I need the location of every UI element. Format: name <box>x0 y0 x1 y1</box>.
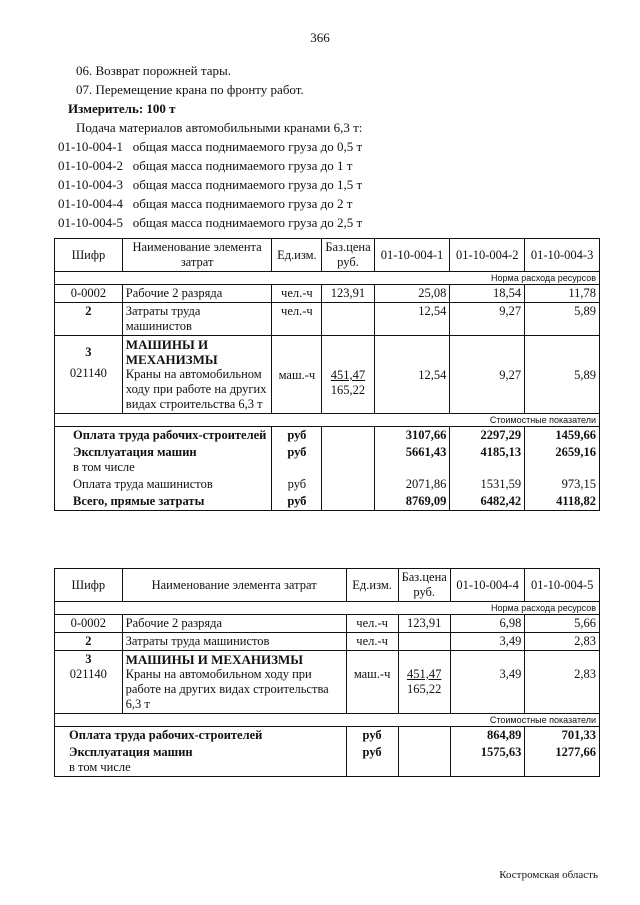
table-row: 3 021140 МАШИНЫ И МЕХАНИЗМЫ Краны на автомобильном ходу при работе на других видах строительства 6,3 т маш.-ч 451,47 165,22 12,54 9,27 5,89 <box>55 336 600 414</box>
table-row: Оплата труда рабочих-строителей руб 3107,66 2297,29 1459,66 <box>55 427 600 445</box>
norm-code-line: 01-10-004-3 общая масса поднимаемого груза до 1,5 т <box>58 177 363 192</box>
table-row: 2 Затраты труда машинистов чел.-ч 3,49 2,83 <box>55 633 600 651</box>
table-row: Эксплуатация машин в том числе руб 1575,63 1277,66 <box>55 744 600 777</box>
norm-code-line: 01-10-004-1 общая масса поднимаемого груза до 0,5 т <box>58 139 363 154</box>
header-col: 01-10-004-3 <box>525 239 600 272</box>
header-price: Баз.цена руб. <box>322 239 374 272</box>
cost-bar: Стоимостные показатели <box>55 414 600 427</box>
norms-table-1 <box>54 238 600 511</box>
table-row: 0-0002 Рабочие 2 разряда чел.-ч 123,91 25,08 18,54 11,78 <box>55 285 600 303</box>
footer-region: Костромская область <box>499 869 598 881</box>
header-cipher: Шифр <box>55 569 123 602</box>
table-row: Эксплуатация машин в том числе руб 5661,43 4185,13 2659,16 <box>55 444 600 476</box>
table-row: Оплата труда рабочих-строителей руб 864,89 701,33 <box>55 727 600 745</box>
norm-bar: Норма расхода ресурсов <box>55 602 600 615</box>
norm-code-line: 01-10-004-4 общая масса поднимаемого груза до 2 т <box>58 196 353 211</box>
operation-06: 06. Возврат порожней тары. <box>76 63 231 78</box>
supply-heading: Подача материалов автомобильными кранами 6,3 т: <box>76 120 363 135</box>
header-name: Наименование элемента затрат <box>122 569 346 602</box>
header-col: 01-10-004-5 <box>525 569 600 602</box>
header-col: 01-10-004-2 <box>450 239 525 272</box>
header-name: Наименование элемента затрат <box>122 239 272 272</box>
table-row: Оплата труда машинистов руб 2071,86 1531,59 973,15 <box>55 476 600 493</box>
header-col: 01-10-004-1 <box>374 239 450 272</box>
norm-code-line: 01-10-004-5 общая масса поднимаемого груза до 2,5 т <box>58 215 363 230</box>
header-cipher: Шифр <box>55 239 123 272</box>
table-row: 2 Затраты труда машинистов чел.-ч 12,54 9,27 5,89 <box>55 303 600 336</box>
table-row: Всего, прямые затраты руб 8769,09 6482,42 4118,82 <box>55 493 600 511</box>
norm-code-line: 01-10-004-2 общая масса поднимаемого груза до 1 т <box>58 158 353 173</box>
header-col: 01-10-004-4 <box>450 569 525 602</box>
header-unit: Ед.изм. <box>272 239 322 272</box>
table-row: 0-0002 Рабочие 2 разряда чел.-ч 123,91 6,98 5,66 <box>55 615 600 633</box>
measure-unit: Измеритель: 100 т <box>68 101 176 116</box>
operation-07: 07. Перемещение крана по фронту работ. <box>76 82 304 97</box>
header-unit: Ед.изм. <box>346 569 398 602</box>
cost-bar: Стоимостные показатели <box>55 714 600 727</box>
norm-bar: Норма расхода ресурсов <box>55 272 600 285</box>
norms-table-2 <box>54 568 600 777</box>
table-row: 3 021140 МАШИНЫ И МЕХАНИЗМЫ Краны на автомобильном ходу при работе на других видах строительства 6,3 т маш.-ч 451,47 165,22 3,49 2,83 <box>55 651 600 714</box>
header-price: Баз.цена руб. <box>398 569 450 602</box>
page-number: 366 <box>310 30 330 45</box>
